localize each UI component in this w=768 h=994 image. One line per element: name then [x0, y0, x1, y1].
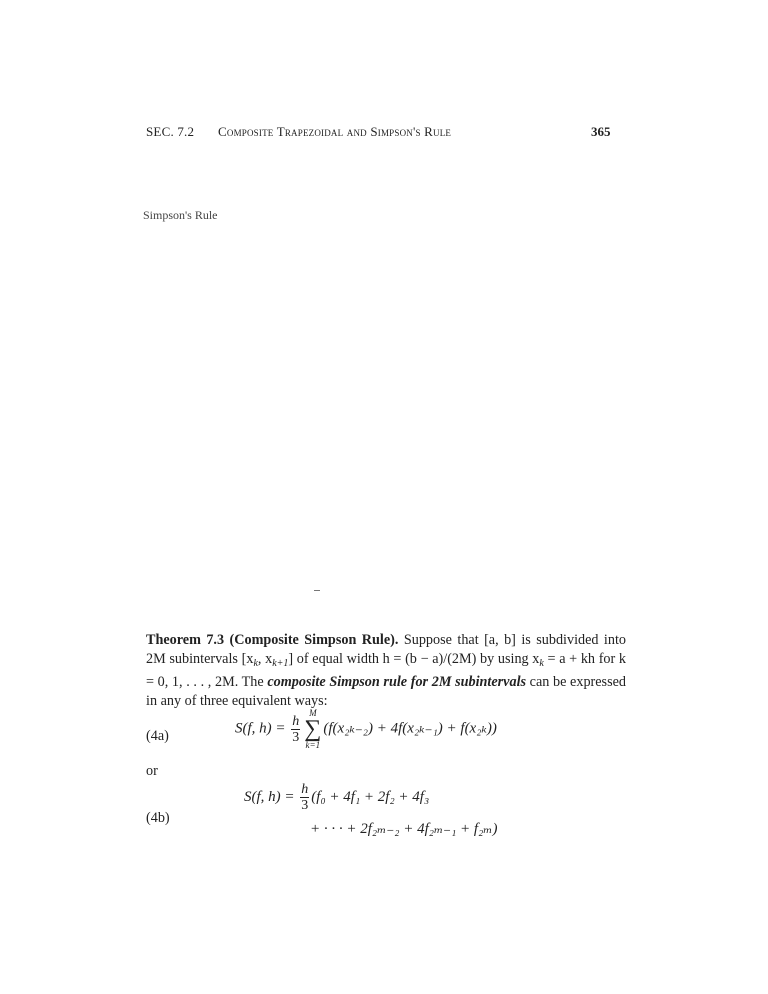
theorem-text: ] of equal width h = (b − a)/(2M) by using x [288, 651, 540, 667]
numerator: h [301, 782, 309, 797]
theorem-text: , x [257, 651, 273, 667]
running-header [146, 124, 626, 144]
theorem-text: = a + kh for k = 0, 1, . . . , 2M. The [146, 651, 627, 690]
fraction [291, 714, 300, 745]
page-number: 365 [591, 124, 611, 139]
equation-body: (f(x₂ₖ₋₂) + 4f(x₂ₖ₋₁) + f(x₂ₖ)) [323, 720, 497, 737]
theorem-emphasis: composite Simpson rule for 2M subintervals [267, 674, 527, 690]
figure-caption-dash [314, 590, 320, 591]
subscript: k [253, 658, 258, 669]
connector-text: or [146, 763, 158, 779]
summation-icon: M ∑ k=1 [304, 708, 322, 750]
theorem-paragraph [146, 631, 626, 711]
figure-label: Simpson's Rule [143, 208, 218, 222]
fraction [300, 782, 309, 813]
sum-lower: k=1 [305, 740, 321, 750]
section-number: SEC. 7.2 [146, 124, 195, 139]
denominator: 3 [301, 798, 309, 813]
equation-4b-line-2: + · · · + 2f₂ₘ₋₂ + 4f₂ₘ₋₁ + f₂ₘ) [310, 821, 498, 837]
subscript: k+1 [272, 658, 289, 669]
subscript: k [539, 658, 544, 669]
numerator: h [292, 713, 300, 729]
equation-lhs: S(f, h) = [244, 788, 299, 805]
sum-upper: M [309, 708, 317, 718]
denominator: 3 [292, 729, 300, 745]
equation-line-1: (f₀ + 4f₁ + 2f₂ + 4f₃ [311, 788, 430, 805]
section-title: Composite Trapezoidal and Simpson's Rule [218, 124, 452, 139]
equation-4b [244, 782, 429, 813]
theorem-text: Suppose that [a, b] is subdivided into 2M subintervals [x [146, 632, 626, 667]
equation-lhs: S(f, h) = [235, 720, 290, 737]
theorem-heading: Theorem 7.3 (Composite Simpson Rule). [146, 632, 399, 648]
theorem-text: can be expressed in any of three equivalent ways: [146, 674, 626, 709]
equation-4a [235, 708, 497, 750]
equation-label-4b: (4b) [146, 810, 170, 826]
equation-label-4a: (4a) [146, 728, 169, 744]
